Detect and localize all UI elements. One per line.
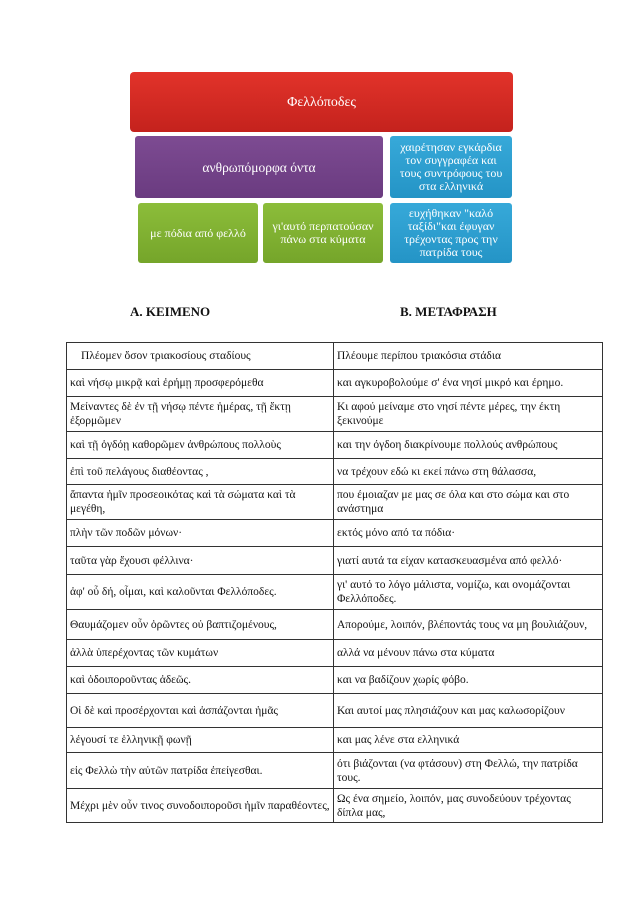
ancient-text-cell: ἀφ' οὗ δή, οἶμαι, καὶ καλοῦνται Φελλόποδες. (67, 575, 334, 610)
table-row (67, 397, 603, 432)
table-row (67, 667, 603, 694)
table-row (67, 343, 603, 370)
table-row (67, 432, 603, 459)
table-row (67, 640, 603, 667)
diagram-box-greeted: χαιρέτησαν εγκάρδια τον συγγραφέα και τους συντρόφους του στα ελληνικά (390, 136, 512, 198)
ancient-text-cell: Θαυμάζομεν οὖν ὁρῶντες οὐ βαπτιζομένους, (67, 610, 334, 640)
heading-text: Α. ΚΕΙΜΕΝΟ (130, 304, 211, 319)
table-row (67, 459, 603, 485)
ancient-text-cell: ταῦτα γὰρ ἔχουσι φέλλινα· (67, 547, 334, 575)
translation-cell: γι' αυτό το λόγο μάλιστα, νομίζω, και ονομάζονται Φελλόποδες. (334, 575, 603, 610)
diagram-box-humanoid: ανθρωπόμορφα όντα (135, 136, 383, 198)
translation-cell: και μας λένε στα ελληνικά (334, 728, 603, 753)
translation-cell: Πλέουμε περίπου τριακόσια στάδια (334, 343, 603, 370)
table-row (67, 520, 603, 547)
table-row (67, 789, 603, 823)
ancient-text-cell: Οἱ δὲ καὶ προσέρχονται καὶ ἀσπάζονται ἡμᾶς (67, 694, 334, 728)
translation-cell: που έμοιαζαν με μας σε όλα και στο σώμα και στο ανάστημα (334, 485, 603, 520)
translation-cell: να τρέχουν εδώ κι εκεί πάνω στη θάλασσα, (334, 459, 603, 485)
ancient-text-cell: Πλέομεν ὅσον τριακοσίους σταδίους (67, 343, 334, 370)
table-row (67, 753, 603, 789)
ancient-text-cell: λέγουσί τε ἑλληνικῇ φωνῇ (67, 728, 334, 753)
translation-cell: Και αυτοί μας πλησιάζουν και μας καλωσορίζουν (334, 694, 603, 728)
table-row (67, 728, 603, 753)
table-row (67, 485, 603, 520)
ancient-text-cell: καὶ τῇ ὀγδόῃ καθορῶμεν ἀνθρώπους πολλοὺς (67, 432, 334, 459)
translation-cell: Απορούμε, λοιπόν, βλέποντάς τους να μη βουλιάζουν, (334, 610, 603, 640)
ancient-text-cell: καὶ νήσῳ μικρᾷ καὶ ἐρήμῃ προσφερόμεθα (67, 370, 334, 397)
ancient-text-cell: Μείναντες δὲ ἐν τῇ νήσῳ πέντε ἡμέρας, τῇ ἕκτῃ ἐξορμῶμεν (67, 397, 334, 432)
ancient-text-cell: εἰς Φελλὼ τὴν αὐτῶν πατρίδα ἐπείγεσθαι. (67, 753, 334, 789)
diagram-title-box: Φελλόποδες (130, 72, 513, 132)
translation-cell: αλλά να μένουν πάνω στα κύματα (334, 640, 603, 667)
ancient-text-cell: ἐπὶ τοῦ πελάγους διαθέοντας , (67, 459, 334, 485)
text-translation-table (66, 342, 603, 823)
table-row (67, 370, 603, 397)
ancient-text-cell: ἅπαντα ἡμῖν προσεοικότας καὶ τὰ σώματα καὶ τὰ μεγέθη, (67, 485, 334, 520)
concept-diagram (130, 72, 513, 262)
translation-cell: ότι βιάζονται (να φτάσουν) στη Φελλώ, την πατρίδα τους. (334, 753, 603, 789)
translation-cell: εκτός μόνο από τα πόδια· (334, 520, 603, 547)
translation-cell: γιατί αυτά τα είχαν κατασκευασμένα από φελλό· (334, 547, 603, 575)
diagram-box-farewell: ευχήθηκαν "καλό ταξίδι"και έφυγαν τρέχοντας προς την πατρίδα τους (390, 203, 512, 263)
translation-cell: Κι αφού μείναμε στο νησί πέντε μέρες, την έκτη ξεκινούμε (334, 397, 603, 432)
translation-cell: και να βαδίζουν χωρίς φόβο. (334, 667, 603, 694)
diagram-box-walk-on-waves: γι'αυτό περπατούσαν πάνω στα κύματα (263, 203, 383, 263)
diagram-box-cork-feet: με πόδια από φελλό (138, 203, 258, 263)
table-row (67, 694, 603, 728)
heading-translation: Β. ΜΕΤΑΦΡΑΣΗ (400, 304, 497, 319)
table-row (67, 575, 603, 610)
ancient-text-cell: Μέχρι μὲν οὖν τινος συνοδοιποροῦσι ἡμῖν παραθέοντες, (67, 789, 334, 823)
table-row (67, 610, 603, 640)
translation-cell: και αγκυροβολούμε σ' ένα νησί μικρό και έρημο. (334, 370, 603, 397)
ancient-text-cell: πλὴν τῶν ποδῶν μόνων· (67, 520, 334, 547)
translation-cell: Ως ένα σημείο, λοιπόν, μας συνοδεύουν τρέχοντας δίπλα μας, (334, 789, 603, 823)
translation-cell: και την όγδοη διακρίνουμε πολλούς ανθρώπους (334, 432, 603, 459)
ancient-text-cell: καὶ ὁδοιποροῦντας ἀδεῶς. (67, 667, 334, 694)
table-row (67, 547, 603, 575)
ancient-text-cell: ἀλλὰ ὑπερέχοντας τῶν κυμάτων (67, 640, 334, 667)
